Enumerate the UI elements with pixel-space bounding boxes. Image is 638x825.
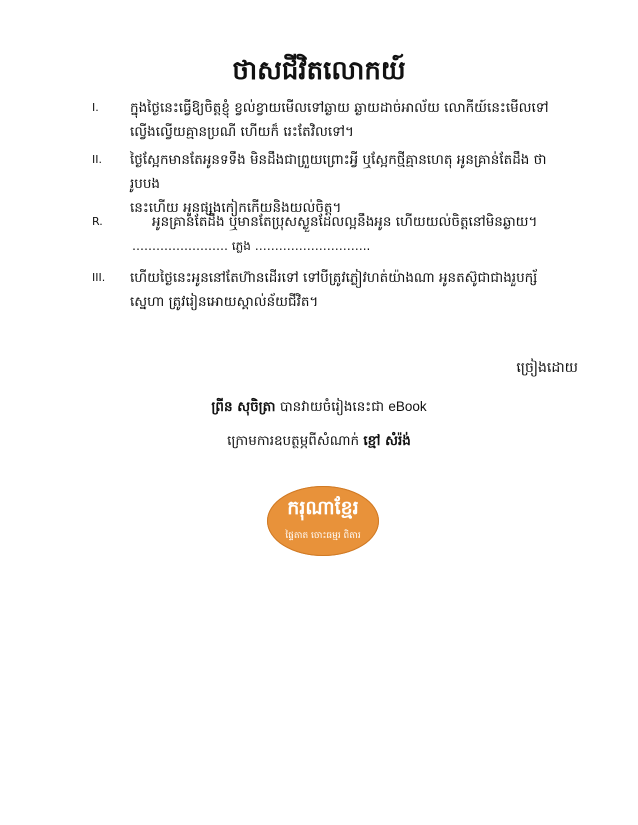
- verse-number: I.: [92, 101, 99, 114]
- verse-number: II.: [92, 153, 102, 166]
- page-title: ថាសជីវិតលោកយ៍: [232, 56, 406, 86]
- logo-brand: ករុណាខ្មែរ: [287, 497, 359, 519]
- dots-right: ………………………..: [254, 239, 371, 253]
- music-break-line: [132, 234, 572, 258]
- refrain-line: អូនគ្រាន់តែដឹង ឬមានតែប្រុសស្ងួនដែលល្អនឹងអូន ហើយយល់ចិត្តនៅមិនឆ្ងាយ។: [152, 214, 538, 230]
- verse-line: ហើយថ្ងៃនេះអូននៅតែហ៊ានដើរទៅ ទៅបីត្រូវភ្លៀវហត់យ៉ាងណា អូនតស៊ូជាជាងរួបក្ស័: [130, 270, 538, 286]
- refrain-number: R.: [92, 215, 103, 228]
- verse-line: ល្វើងល្វើយគ្មានប្រណី ហើយក៏ រេះតែវិលទៅ។: [130, 124, 354, 140]
- verse-number: III.: [92, 271, 106, 284]
- verse-line: នេះហើយ អូនផ្សងកៀកកើយនិងយល់ចិត្ត។: [130, 200, 342, 216]
- karuna-khmer-logo: [267, 486, 379, 556]
- sponsor-credit: [0, 432, 638, 452]
- logo-tagline: ផ្ទៃតាត ចោះធម្មរ ពិតារ: [285, 531, 361, 541]
- format-label: eBook: [388, 399, 427, 414]
- typist-credit: [0, 398, 638, 418]
- dots-left: ……………………: [132, 239, 228, 253]
- sponsor-name: ខ្មៅ សំរ៉ង់: [363, 433, 411, 449]
- verse-1: [92, 96, 572, 144]
- sung-by-label: ច្រៀងដោយ: [516, 360, 578, 376]
- refrain: [92, 210, 572, 258]
- singer-name: ព្រីន សុចិត្រា: [211, 399, 276, 415]
- sponsor-prefix: ក្រោមការឧបត្ថម្ភពីសំណាក់: [227, 433, 360, 449]
- verse-line: ស្នេហា ត្រូវរៀនអោយស្គាល់ន័យជីវិត។: [130, 294, 319, 310]
- verse-line: ថ្ងៃស្អែកមានតែអូនទទឹង មិនដឹងជាព្រួយព្រោះអ្វី ឬស្អែកថ្មីគ្មានហេតុ អូនគ្រាន់តែដឹង ថារូបបង: [130, 152, 547, 192]
- music-break-label: ភ្លេង: [231, 239, 251, 253]
- verse-3: [92, 266, 572, 314]
- typist-credit-text: បានវាយចំរៀងនេះជា: [279, 399, 385, 415]
- verse-line: ក្នុងថ្ងៃនេះធ្វើឱ្យចិត្តខ្ញុំ ខ្វល់ខ្វាយមើលទៅឆ្ងាយ ឆ្ងាយដាច់អាល័យ លោកីយ៍នេះមើលទៅ: [130, 100, 549, 116]
